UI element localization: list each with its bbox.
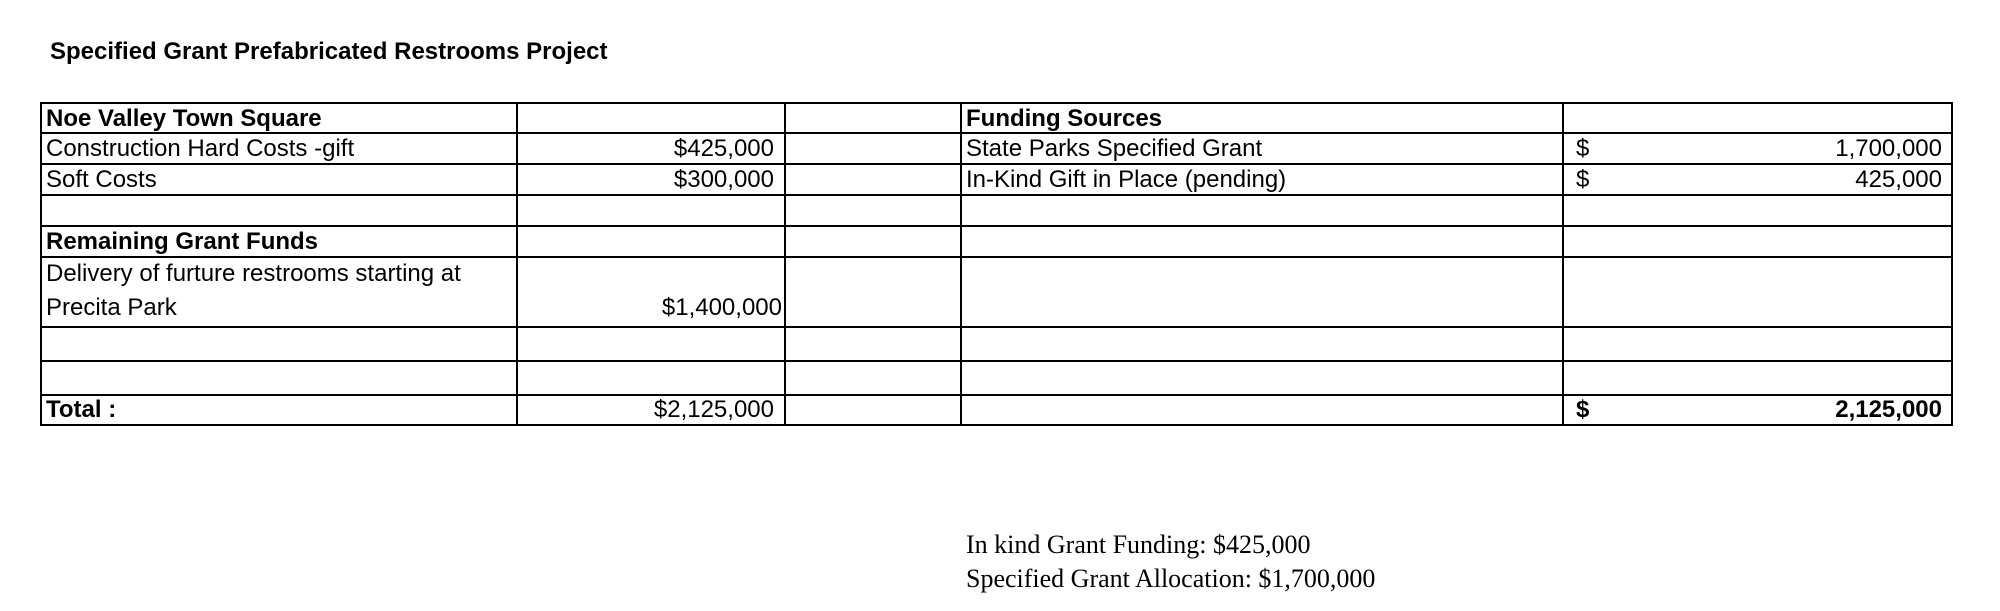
budget-table [40, 102, 1953, 426]
section-header-noe-valley: Noe Valley Town Square [46, 105, 322, 132]
soft-costs-amount: $300,000 [673, 166, 774, 193]
specified-grant-note: Specified Grant Allocation: $1,700,000 [966, 564, 1376, 593]
construction-hard-costs-amount: $425,000 [673, 135, 774, 162]
state-parks-grant-currency: $ [1576, 135, 1590, 162]
remaining-grant-funds-header: Remaining Grant Funds [46, 228, 319, 255]
column-divider [960, 104, 962, 424]
construction-hard-costs-label: Construction Hard Costs -gift [46, 135, 355, 162]
in-kind-gift-currency: $ [1576, 166, 1590, 193]
row-divider [42, 360, 1951, 362]
state-parks-grant-label: State Parks Specified Grant [966, 135, 1263, 162]
row-divider [42, 225, 1951, 227]
in-kind-funding-note: In kind Grant Funding: $425,000 [966, 530, 1311, 559]
funding-sources-header: Funding Sources [966, 105, 1163, 132]
soft-costs-label: Soft Costs [46, 166, 157, 193]
document-title: Specified Grant Prefabricated Restrooms Project [50, 38, 608, 65]
row-divider [42, 256, 1951, 258]
row-divider [42, 326, 1951, 328]
delivery-description-line1: Delivery of furture restrooms starting at [46, 260, 461, 287]
total-label: Total : [46, 396, 117, 423]
in-kind-gift-label: In-Kind Gift in Place (pending) [966, 166, 1287, 193]
delivery-description-line2: Precita Park [46, 294, 177, 321]
total-currency-right: $ [1576, 396, 1590, 423]
total-amount-left: $2,125,000 [653, 396, 774, 423]
delivery-amount: $1,400,000 [661, 294, 782, 321]
column-divider [1562, 104, 1564, 424]
total-amount-right: 2,125,000 [1835, 396, 1942, 423]
in-kind-gift-amount: 425,000 [1855, 166, 1942, 193]
column-divider [784, 104, 786, 424]
state-parks-grant-amount: 1,700,000 [1835, 135, 1942, 162]
